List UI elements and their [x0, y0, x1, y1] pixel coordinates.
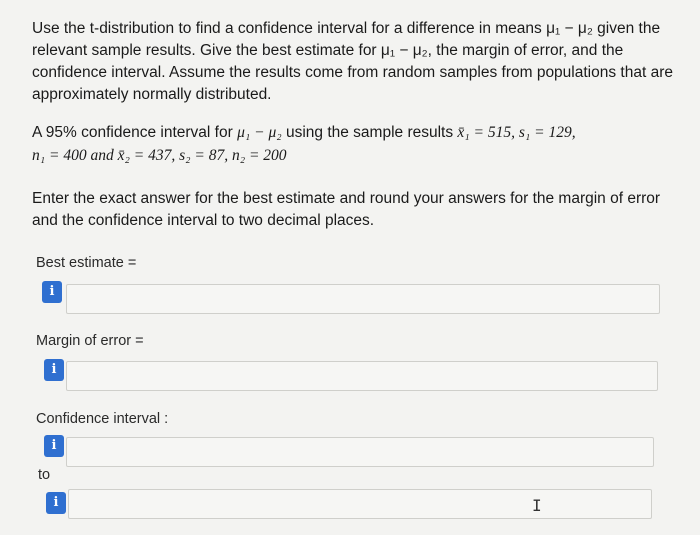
question-line-3: confidence interval. Assume the results come from random samples from populations that are — [32, 64, 673, 81]
info-icon-best-estimate[interactable]: i — [42, 281, 62, 303]
sample-line-1 — [32, 122, 576, 143]
info-icon-margin[interactable]: i — [44, 359, 64, 381]
best-estimate-input[interactable] — [66, 284, 660, 314]
to-label: to — [38, 467, 51, 483]
ci-lower-input[interactable] — [66, 437, 654, 467]
question-line-4: approximately normally distributed. — [32, 86, 272, 103]
question-line-1: Use the t-distribution to find a confidence interval for a difference in means μ₁ − μ₂ given the — [32, 20, 661, 37]
sample-line-2: n₁ = 400 and x̄₂ = 437, s₂ = 87, n₂ = 200 — [32, 147, 287, 164]
sample-using: using the sample results — [285, 124, 454, 141]
info-icon-ci-upper[interactable]: i — [46, 492, 66, 514]
instructions-line-2: and the confidence interval to two decimal places. — [32, 212, 375, 229]
text-cursor-icon: I — [532, 496, 542, 515]
instructions-line-1: Enter the exact answer for the best estimate and round your answers for the margin of error — [32, 190, 661, 207]
best-estimate-label: Best estimate = — [36, 255, 137, 271]
param-expression: μ₁ − μ₂ — [237, 124, 282, 141]
ci-upper-input[interactable] — [68, 489, 652, 519]
sample-intro: A 95% confidence interval for — [32, 124, 233, 141]
sample-x1: x̄₁ = 515, s₁ = 129, — [457, 124, 576, 141]
question-line-2: relevant sample results. Give the best estimate for μ₁ − μ₂, the margin of error, and the — [32, 42, 624, 59]
info-icon-ci-lower[interactable]: i — [44, 435, 64, 457]
confidence-interval-label: Confidence interval : — [36, 411, 169, 427]
margin-of-error-input[interactable] — [66, 361, 658, 391]
margin-of-error-label: Margin of error = — [36, 333, 144, 349]
